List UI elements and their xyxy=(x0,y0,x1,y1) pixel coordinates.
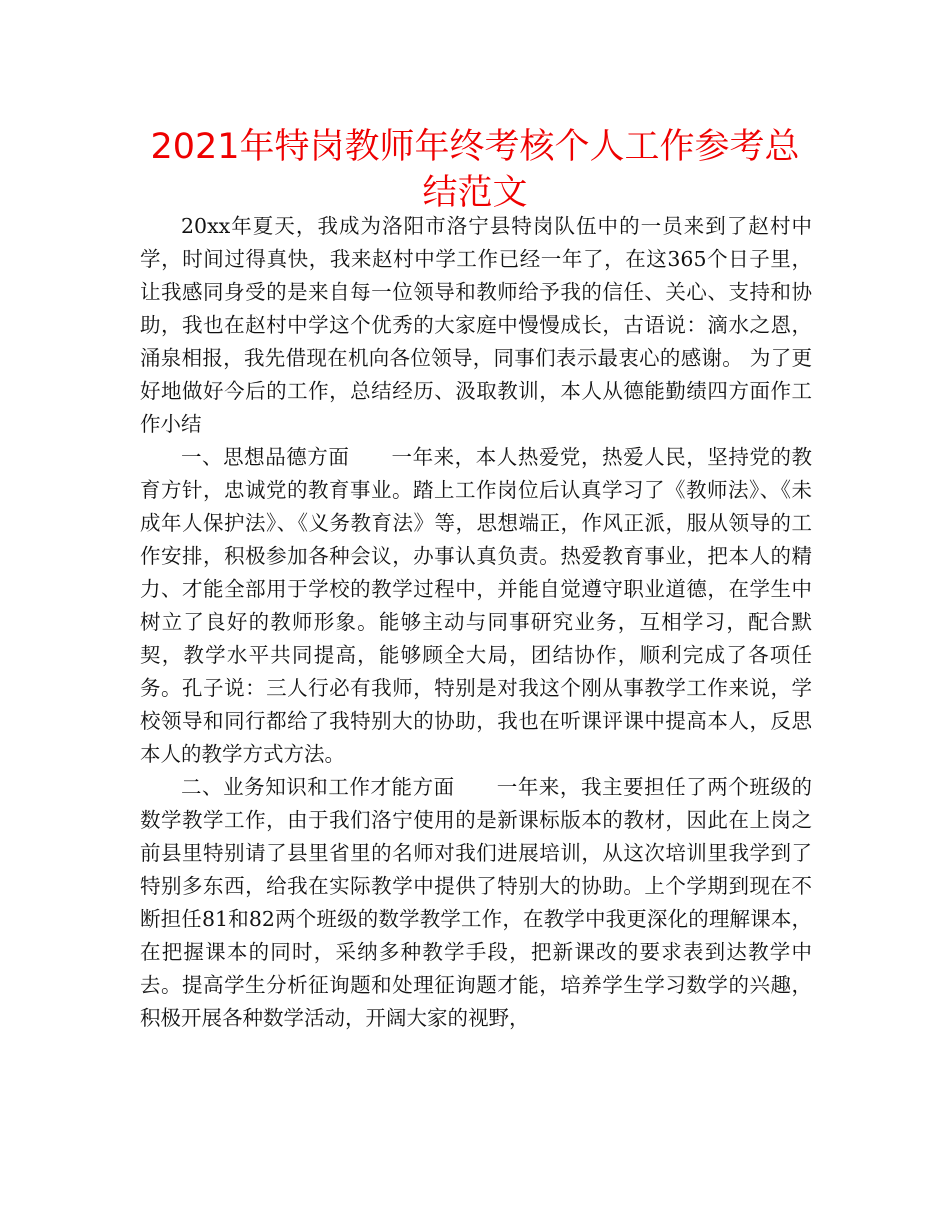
document-body xyxy=(140,210,812,1035)
paragraph-intro: 20xx年夏天，我成为洛阳市洛宁县特岗队伍中的一员来到了赵村中学，时间过得真快，我来赵村中学工作已经一年了，在这365个日子里，让我感同身受的是来自每一位领导和教师给予我的信任、关心、支持和协助，我也在赵村中学这个优秀的大家庭中慢慢成长，古语说：滴水之恩，涌泉相报，我先借现在机向各位领导，同事们表示最衷心的感谢。 为了更好地做好今后的工作，总结经历、汲取教训，本人从德能勤绩四方面作工作小结 xyxy=(140,214,812,436)
paragraph-professional-ability: 二、业务知识和工作才能方面 一年来，我主要担任了两个班级的数学教学工作，由于我们洛宁使用的是新课标版本的教材，因此在上岗之前县里特别请了县里省里的名师对我们进展培训，从这次培训里我学到了特别多东西，给我在实际教学中提供了特别大的协助。上个学期到现在不断担任81和82两个班级的数学教学工作，在教学中我更深化的理解课本，在把握课本的同时，采纳多种教学手段，把新课改的要求表到达教学中去。提高学生分析征询题和处理征询题才能，培养学生学习数学的兴趣，积极开展各种数学活动，开阔大家的视野， xyxy=(140,775,812,1030)
paragraph-moral-character: 一、思想品德方面 一年来，本人热爱党，热爱人民，坚持党的教育方针，忠诚党的教育事业。踏上工作岗位后认真学习了《教师法》、《未成年人保护法》、《义务教育法》等，思想端正，作风正派，服从领导的工作安排，积极参加各种会议，办事认真负责。热爱教育事业，把本人的精力、才能全部用于学校的教学过程中，并能自觉遵守职业道德，在学生中树立了良好的教师形象。能够主动与同事研究业务，互相学习，配合默契，教学水平共同提高，能够顾全大局，团结协作，顺利完成了各项任务。孔子说：三人行必有我师，特别是对我这个刚从事教学工作来说，学校领导和同行都给了我特别大的协助，我也在听课评课中提高本人，反思本人的教学方式方法。 xyxy=(140,445,812,766)
document-title: 2021年特岗教师年终考核个人工作参考总结范文 xyxy=(150,127,800,213)
